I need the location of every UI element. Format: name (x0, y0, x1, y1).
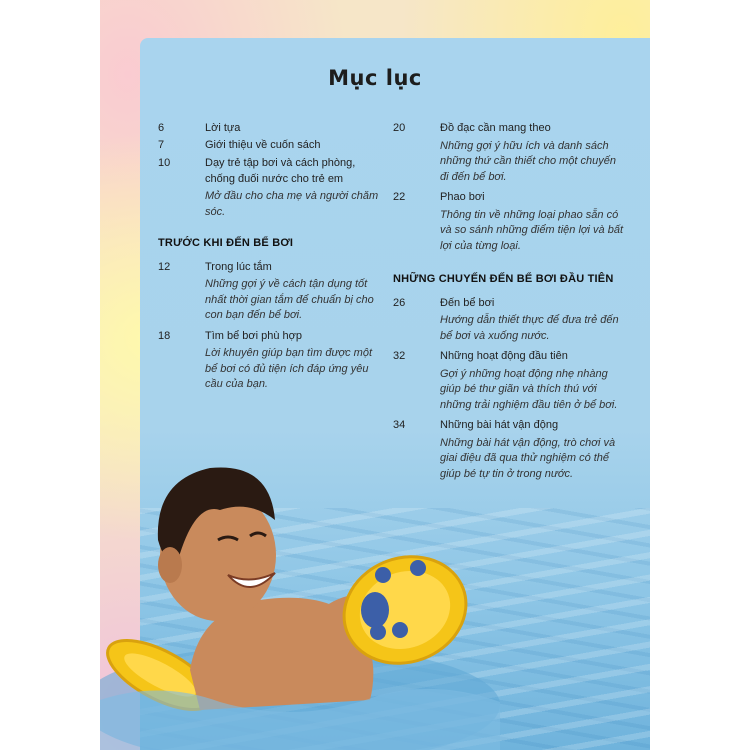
toc-page-number: 18 (158, 329, 171, 342)
toc-entry[interactable] (158, 260, 380, 324)
toc-entry-title: Đến bể bơi (440, 296, 495, 309)
toc-entry-title: Tìm bể bơi phù hợp (205, 329, 302, 342)
toc-entry-description: Những bài hát vận động, trò chơi và giai điệu đã qua thử nghiệm có thể giúp bé tự tin ở trong nước. (440, 436, 616, 480)
toc-page-number: 22 (393, 191, 406, 203)
section-heading: TRƯỚC KHI ĐẾN BỂ BƠI (158, 237, 294, 249)
toc-page-number: 10 (158, 157, 171, 169)
toc-entry-title: Phao bơi (440, 191, 485, 203)
child-ear (158, 547, 182, 583)
toc-entry[interactable] (158, 329, 380, 393)
float-dot (392, 622, 408, 638)
toc-entry[interactable] (393, 121, 623, 185)
toc-entry-title: Những hoạt động đầu tiên (440, 350, 568, 362)
toc-entry-description: Những gợi ý hữu ích và danh sách những thứ cần thiết cho một chuyến đi đến bể bơi. (440, 139, 616, 183)
toc-entry[interactable] (158, 121, 380, 139)
toc-entry-description: Lời khuyên giúp bạn tìm được một bể bơi có đủ tiện ích đáp ứng yêu cầu của bạn. (205, 347, 373, 390)
toc-entry[interactable] (393, 349, 623, 413)
float-arm-hole (361, 592, 389, 628)
toc-left-column (158, 121, 380, 398)
toc-entry-description: Thông tin về những loại phao sẵn có và so sánh những điểm tiện lợi và bất lợi của từng loại. (440, 208, 624, 252)
toc-page-number: 12 (158, 260, 171, 273)
toc-entry[interactable] (393, 296, 623, 345)
toc-page-number: 6 (158, 122, 165, 134)
toc-page-number: 26 (393, 296, 406, 309)
toc-entry-title: Trong lúc tắm (205, 260, 272, 273)
toc-entry[interactable] (393, 190, 623, 254)
toc-entry[interactable] (158, 156, 380, 220)
child-swimming-photo (100, 440, 500, 750)
toc-entry-description: Hướng dẫn thiết thực để đưa trẻ đến bể bơi và xuống nước. (440, 314, 619, 342)
toc-entry-title: Đồ đạc cần mang theo (440, 122, 551, 134)
page-title: Mục lục (328, 66, 422, 90)
toc-right-column (393, 121, 623, 487)
float-eye-dot (375, 567, 391, 583)
section-heading: NHỮNG CHUYẾN ĐẾN BỂ BƠI ĐẦU TIÊN (393, 273, 614, 285)
toc-entry-title: Lời tựa (205, 122, 241, 134)
toc-entry-title: Dạy trẻ tập bơi và cách phòng, chống đuối nước cho trẻ em (205, 157, 356, 185)
toc-page-number: 34 (393, 419, 406, 431)
toc-page-number: 7 (158, 138, 165, 151)
toc-entry-description: Những gợi ý về cách tận dụng tốt nhất thời gian tắm để chuẩn bị cho con bạn đến bể bơi. (205, 278, 374, 321)
toc-entry-title: Những bài hát vận động (440, 419, 559, 431)
toc-entry-title: Giới thiệu về cuốn sách (205, 138, 321, 151)
child (158, 467, 380, 710)
float-eye-dot (410, 560, 426, 576)
toc-entry-description: Gợi ý những hoạt động nhẹ nhàng giúp bé thư giãn và thích thú với những trải nghiệm đầu tiên ở bể bơi. (440, 367, 618, 411)
toc-page-number: 20 (393, 122, 406, 134)
toc-page-number: 32 (393, 350, 406, 362)
toc-entry[interactable] (158, 138, 380, 156)
toc-entry-description: Mở đầu cho cha mẹ và người chăm sóc. (205, 190, 379, 218)
